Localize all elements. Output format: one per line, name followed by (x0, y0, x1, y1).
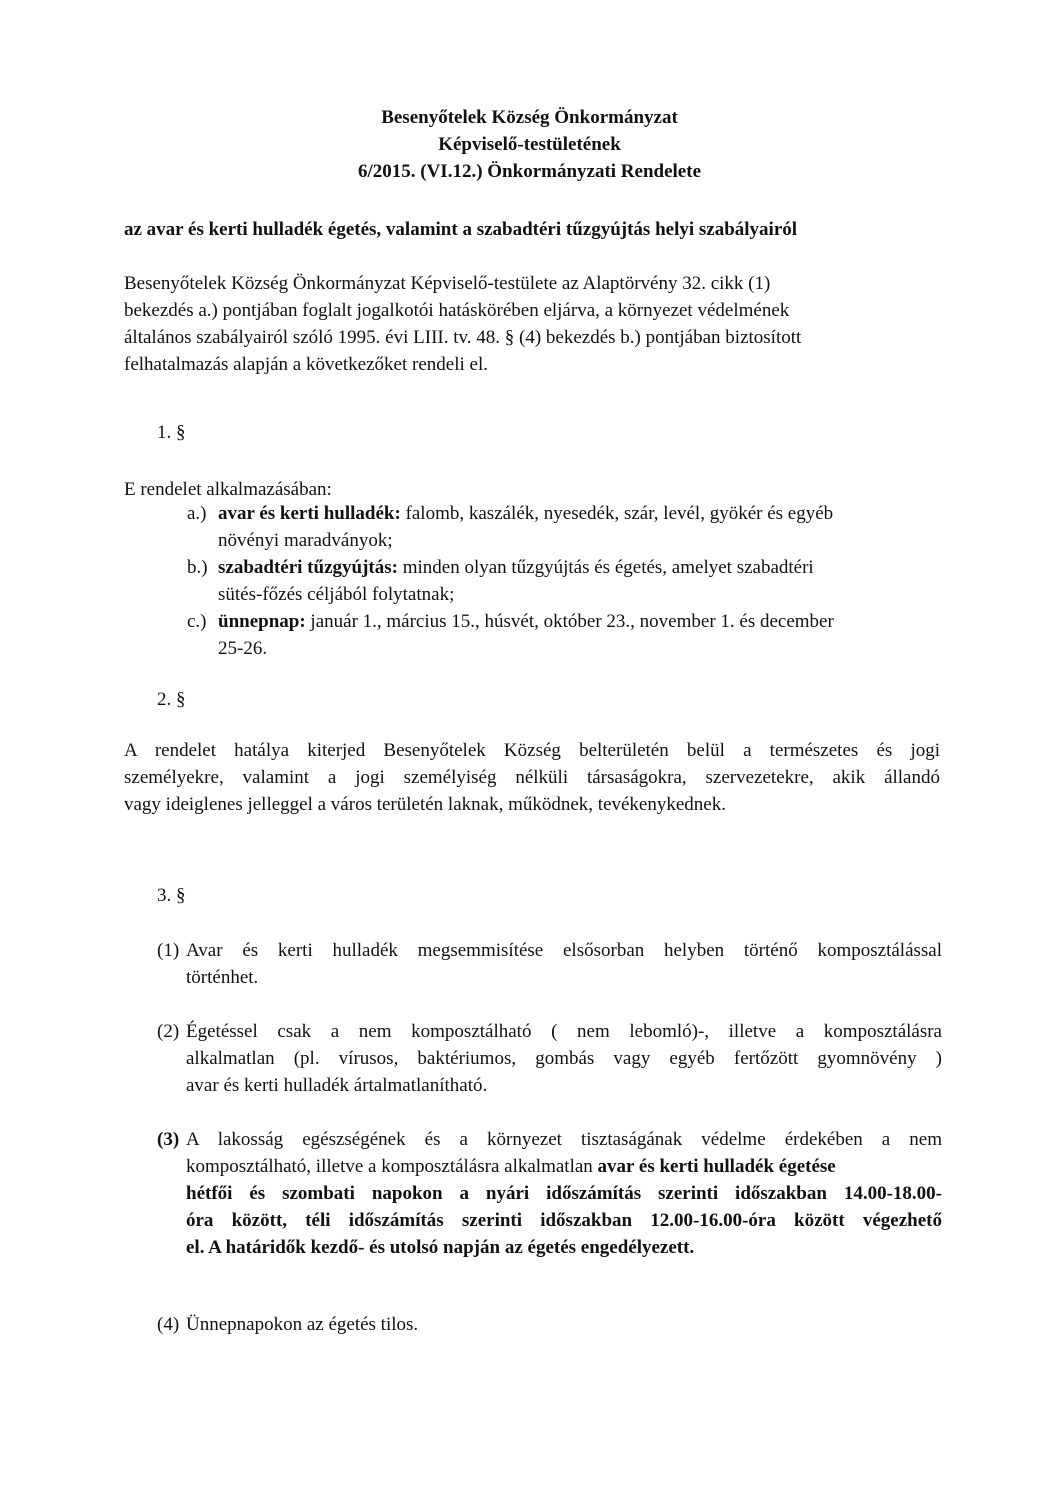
definition-text: január 1., március 15., húsvét, október 23., november 1. és december (305, 611, 834, 632)
definition-text-cont: növényi maradványok; (218, 530, 393, 551)
paragraph-line: Ünnepnapokon az égetés tilos. (186, 1314, 419, 1335)
definition-text-cont: 25-26. (218, 638, 268, 659)
section-2-heading: 2. § (157, 689, 186, 710)
paragraph-number: (2) (157, 1021, 180, 1042)
definition-item-b (187, 554, 947, 608)
section-3-heading: 3. § (157, 885, 186, 906)
header-body: Képviselő-testületének (438, 134, 621, 155)
definition-list (187, 500, 947, 662)
document-header (0, 104, 1059, 185)
intro-line: felhatalmazás alapján a következőket rendeli el. (124, 354, 488, 375)
header-municipality: Besenyőtelek Község Önkormányzat (381, 107, 678, 128)
paragraph-line: hétfői és szombati napokon a nyári időszámítás szerinti időszakban 14.00-18.00- (186, 1183, 942, 1204)
paragraph-line: avar és kerti hulladék ártalmatlanítható. (186, 1075, 488, 1096)
section-3-paragraph-4 (157, 1311, 942, 1338)
definition-label: a.) (187, 503, 207, 524)
paragraph-line (186, 1153, 942, 1180)
definition-text: falomb, kaszálék, nyesedék, szár, levél, gyökér és egyéb (400, 503, 834, 524)
definition-label: b.) (187, 557, 208, 578)
paragraph-emphasis: avar és kerti hulladék égetése (597, 1156, 836, 1177)
definition-label: c.) (187, 611, 207, 632)
section-2-line: vagy ideiglenes jelleggel a város területén laknak, működnek, tevékenykednek. (124, 794, 726, 815)
definition-term: szabadtéri tűzgyújtás: (218, 557, 398, 578)
section-2-line: személyekre, valamint a jogi személyiség nélküli társaságokra, szervezetekre, akik állandó (124, 767, 940, 788)
definition-term: avar és kerti hulladék: (218, 503, 401, 524)
intro-line: Besenyőtelek Község Önkormányzat Képviselő-testülete az Alaptörvény 32. cikk (1) (124, 273, 771, 294)
paragraph-line: óra között, téli időszámítás szerinti időszakban 12.00-16.00-óra között végezhető (186, 1210, 942, 1231)
paragraph-number: (4) (157, 1314, 180, 1335)
definition-term: ünnepnap: (218, 611, 306, 632)
section-1-heading: 1. § (157, 422, 186, 443)
definition-item-a (187, 500, 947, 554)
paragraph-line: A lakosság egészségének és a környezet tisztaságának védelme érdekében a nem (186, 1129, 942, 1150)
paragraph-number: (1) (157, 940, 180, 961)
section-3-paragraph-2 (157, 1018, 942, 1099)
paragraph-text: komposztálható, illetve a komposztálásra alkalmatlan (186, 1156, 598, 1177)
header-decree-number: 6/2015. (VI.12.) Önkormányzati Rendelete (357, 161, 702, 182)
definition-text: minden olyan tűzgyújtás és égetés, amelyet szabadtéri (397, 557, 814, 578)
section-3-paragraph-1 (157, 937, 942, 991)
paragraph-line: Avar és kerti hulladék megsemmisítése elsősorban helyben történő komposztálással (186, 940, 942, 961)
decree-subtitle: az avar és kerti hulladék égetés, valamint a szabadtéri tűzgyújtás helyi szabályairól (124, 219, 798, 240)
intro-line: általános szabályairól szóló 1995. évi LIII. tv. 48. § (4) bekezdés b.) pontjában biztosított (124, 327, 802, 348)
section-2-line: A rendelet hatálya kiterjed Besenyőtelek Község belterületén belül a természetes és jogi (124, 740, 940, 761)
paragraph-line: el. A határidők kezdő- és utolsó napján az égetés engedélyezett. (186, 1237, 695, 1258)
intro-paragraph (124, 270, 936, 378)
definition-item-c (187, 608, 947, 662)
section-2-paragraph (124, 737, 940, 818)
section-1-intro: E rendelet alkalmazásában: (124, 479, 332, 500)
section-3-paragraph-3 (157, 1126, 942, 1261)
paragraph-number: (3) (157, 1129, 180, 1150)
paragraph-line: alkalmatlan (pl. vírusos, baktériumos, gombás vagy egyéb fertőzött gyomnövény ) (186, 1048, 942, 1069)
paragraph-line: történhet. (186, 967, 259, 988)
paragraph-line: Égetéssel csak a nem komposztálható ( nem lebomló)-, illetve a komposztálásra (186, 1021, 942, 1042)
definition-text-cont: sütés-főzés céljából folytatnak; (218, 584, 455, 605)
intro-line: bekezdés a.) pontjában foglalt jogalkotói hatáskörében eljárva, a környezet védelmének (124, 300, 790, 321)
